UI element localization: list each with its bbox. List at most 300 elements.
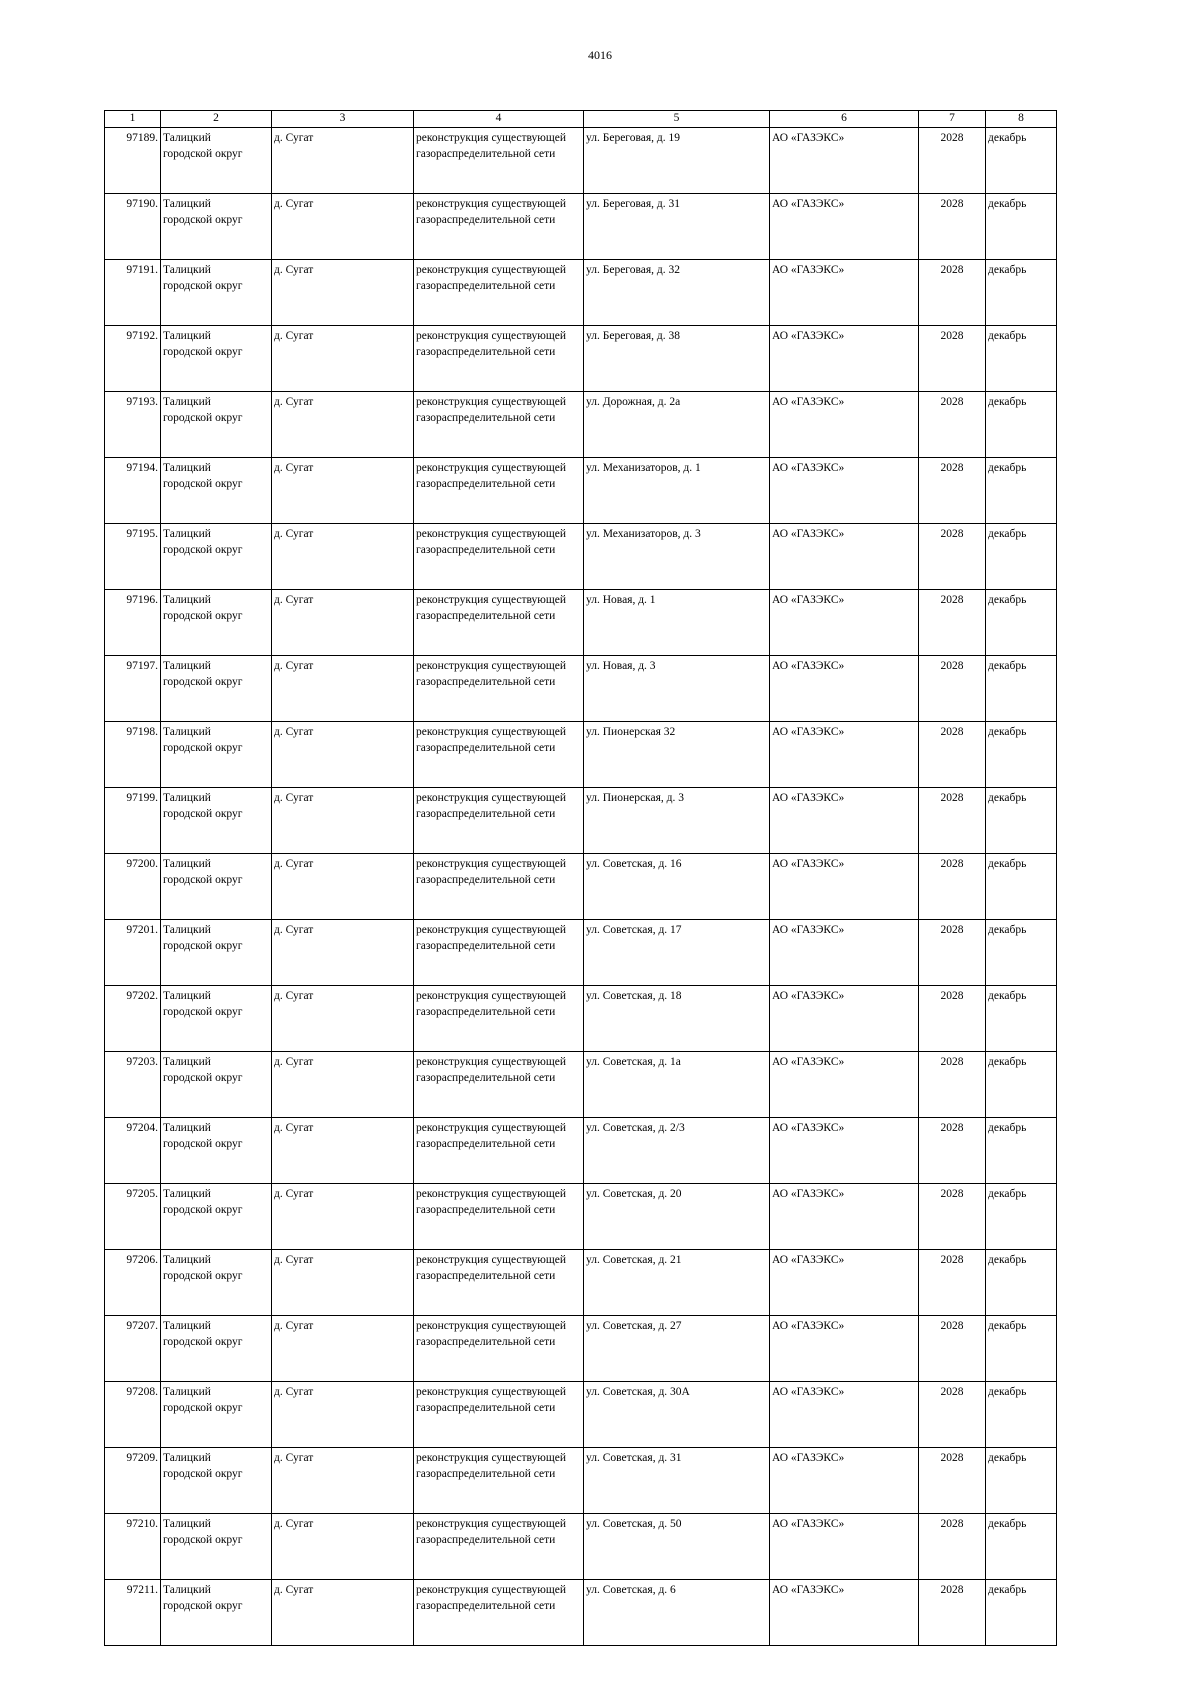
- row-number-cell-text: 97189.: [126, 132, 158, 144]
- row-number-cell: [105, 524, 161, 590]
- row-number-cell-text: 97195.: [126, 528, 158, 540]
- district-cell-text: Талицкий: [163, 1452, 211, 1464]
- table-row: [105, 194, 1057, 260]
- row-number-cell-text: 97210.: [126, 1518, 158, 1530]
- locality-cell: [272, 1382, 414, 1448]
- locality-cell-text: д. Сугат: [274, 1386, 314, 1398]
- month-cell-text: декабрь: [988, 1188, 1027, 1200]
- table-row: [105, 326, 1057, 392]
- row-number-cell-text: 97192.: [126, 330, 158, 342]
- row-number-cell-text: 97201.: [126, 924, 158, 936]
- locality-cell: [272, 128, 414, 194]
- work-type-cell-text: газораспределительной сети: [416, 940, 556, 952]
- locality-cell-text: д. Сугат: [274, 1188, 314, 1200]
- district-cell-text: Талицкий: [163, 1254, 211, 1266]
- address-cell-text: ул. Советская, д. 1а: [586, 1056, 681, 1068]
- organization-cell: [770, 1382, 919, 1448]
- work-type-cell-text: реконструкция существующей: [416, 726, 567, 738]
- year-cell-text: 2028: [940, 1386, 964, 1398]
- row-number-cell: [105, 194, 161, 260]
- row-number-cell: [105, 722, 161, 788]
- work-type-cell-text: газораспределительной сети: [416, 214, 556, 226]
- work-type-cell: [414, 1118, 584, 1184]
- locality-cell: [272, 656, 414, 722]
- district-cell-text: городской округ: [163, 1270, 243, 1282]
- month-cell-text: декабрь: [988, 1056, 1027, 1068]
- month-cell: [986, 1052, 1057, 1118]
- address-cell: [584, 986, 770, 1052]
- address-cell-text: ул. Новая, д. 1: [586, 594, 656, 606]
- year-cell: [919, 458, 986, 524]
- locality-cell-text: д. Сугат: [274, 462, 314, 474]
- work-type-cell-text: газораспределительной сети: [416, 676, 556, 688]
- work-type-cell-text: реконструкция существующей: [416, 1254, 567, 1266]
- district-cell: [161, 392, 272, 458]
- table-row: [105, 920, 1057, 986]
- row-number-cell: [105, 1184, 161, 1250]
- district-cell-text: городской округ: [163, 1006, 243, 1018]
- row-number-cell-text: 97208.: [126, 1386, 158, 1398]
- work-type-cell-text: газораспределительной сети: [416, 610, 556, 622]
- organization-cell: [770, 392, 919, 458]
- locality-cell: [272, 1118, 414, 1184]
- organization-cell-text: АО «ГАЗЭКС»: [772, 132, 845, 144]
- year-cell-text: 2028: [940, 396, 964, 408]
- organization-cell-text: АО «ГАЗЭКС»: [772, 1452, 845, 1464]
- row-number-cell-text: 97200.: [126, 858, 158, 870]
- year-cell-text: 2028: [940, 924, 964, 936]
- district-cell-text: Талицкий: [163, 726, 211, 738]
- year-cell: [919, 392, 986, 458]
- year-cell-text: 2028: [940, 132, 964, 144]
- page-number: 4016: [588, 48, 612, 62]
- work-type-cell: [414, 722, 584, 788]
- month-cell-text: декабрь: [988, 1518, 1027, 1530]
- year-cell: [919, 326, 986, 392]
- row-number-cell: [105, 458, 161, 524]
- row-number-cell: [105, 1448, 161, 1514]
- organization-cell: [770, 788, 919, 854]
- district-cell: [161, 920, 272, 986]
- district-cell-text: Талицкий: [163, 132, 211, 144]
- address-cell-text: ул. Советская, д. 20: [586, 1188, 682, 1200]
- locality-cell-text: д. Сугат: [274, 726, 314, 738]
- district-cell-text: городской округ: [163, 874, 243, 886]
- district-cell-text: городской округ: [163, 1534, 243, 1546]
- district-cell: [161, 1382, 272, 1448]
- district-cell-text: городской округ: [163, 676, 243, 688]
- organization-cell-text: АО «ГАЗЭКС»: [772, 924, 845, 936]
- month-cell-text: декабрь: [988, 1320, 1027, 1332]
- month-cell-text: декабрь: [988, 330, 1027, 342]
- organization-cell: [770, 326, 919, 392]
- year-cell: [919, 1316, 986, 1382]
- locality-cell-text: д. Сугат: [274, 330, 314, 342]
- year-cell-text: 2028: [940, 1122, 964, 1134]
- district-cell-text: Талицкий: [163, 1320, 211, 1332]
- month-cell-text: декабрь: [988, 1122, 1027, 1134]
- work-type-cell: [414, 1580, 584, 1646]
- month-cell-text: декабрь: [988, 990, 1027, 1002]
- work-type-cell: [414, 392, 584, 458]
- row-number-cell: [105, 788, 161, 854]
- column-header-7: 7: [919, 111, 986, 128]
- address-cell-text: ул. Пионерская, д. 3: [586, 792, 684, 804]
- address-cell: [584, 1052, 770, 1118]
- district-cell-text: Талицкий: [163, 990, 211, 1002]
- district-cell-text: городской округ: [163, 280, 243, 292]
- work-type-cell: [414, 854, 584, 920]
- district-cell: [161, 1580, 272, 1646]
- row-number-cell-text: 97190.: [126, 198, 158, 210]
- address-cell: [584, 194, 770, 260]
- work-type-cell-text: газораспределительной сети: [416, 1204, 556, 1216]
- work-type-cell-text: газораспределительной сети: [416, 1336, 556, 1348]
- year-cell-text: 2028: [940, 1320, 964, 1332]
- organization-cell-text: АО «ГАЗЭКС»: [772, 792, 845, 804]
- address-cell-text: ул. Механизаторов, д. 3: [586, 528, 701, 540]
- district-cell: [161, 1316, 272, 1382]
- locality-cell-text: д. Сугат: [274, 792, 314, 804]
- year-cell: [919, 1052, 986, 1118]
- district-cell: [161, 1448, 272, 1514]
- address-cell: [584, 722, 770, 788]
- month-cell: [986, 1382, 1057, 1448]
- organization-cell: [770, 722, 919, 788]
- month-cell: [986, 1580, 1057, 1646]
- organization-cell-text: АО «ГАЗЭКС»: [772, 396, 845, 408]
- district-cell-text: городской округ: [163, 544, 243, 556]
- table-row: [105, 260, 1057, 326]
- year-cell: [919, 722, 986, 788]
- district-cell-text: Талицкий: [163, 1056, 211, 1068]
- locality-cell-text: д. Сугат: [274, 594, 314, 606]
- row-number-cell: [105, 1052, 161, 1118]
- organization-cell-text: АО «ГАЗЭКС»: [772, 1386, 845, 1398]
- organization-cell: [770, 1448, 919, 1514]
- organization-cell-text: АО «ГАЗЭКС»: [772, 528, 845, 540]
- work-type-cell-text: газораспределительной сети: [416, 1534, 556, 1546]
- row-number-cell-text: 97209.: [126, 1452, 158, 1464]
- row-number-cell-text: 97193.: [126, 396, 158, 408]
- work-type-cell-text: газораспределительной сети: [416, 1138, 556, 1150]
- district-cell: [161, 854, 272, 920]
- row-number-cell: [105, 590, 161, 656]
- table-row: [105, 1382, 1057, 1448]
- work-type-cell-text: реконструкция существующей: [416, 396, 567, 408]
- month-cell-text: декабрь: [988, 792, 1027, 804]
- work-type-cell-text: реконструкция существующей: [416, 198, 567, 210]
- table-row: [105, 1514, 1057, 1580]
- column-header-5: 5: [584, 111, 770, 128]
- work-type-cell-text: реконструкция существующей: [416, 858, 567, 870]
- district-cell-text: городской округ: [163, 1336, 243, 1348]
- year-cell-text: 2028: [940, 858, 964, 870]
- district-cell: [161, 260, 272, 326]
- month-cell-text: декабрь: [988, 1584, 1027, 1596]
- work-type-cell-text: реконструкция существующей: [416, 1386, 567, 1398]
- address-cell-text: ул. Пионерская 32: [586, 726, 676, 738]
- organization-cell-text: АО «ГАЗЭКС»: [772, 462, 845, 474]
- work-type-cell-text: газораспределительной сети: [416, 148, 556, 160]
- district-cell-text: городской округ: [163, 1600, 243, 1612]
- district-cell-text: городской округ: [163, 214, 243, 226]
- locality-cell-text: д. Сугат: [274, 1320, 314, 1332]
- year-cell: [919, 128, 986, 194]
- locality-cell-text: д. Сугат: [274, 198, 314, 210]
- district-cell-text: городской округ: [163, 742, 243, 754]
- column-header-4: 4: [414, 111, 584, 128]
- work-type-cell-text: реконструкция существующей: [416, 660, 567, 672]
- address-cell-text: ул. Береговая, д. 19: [586, 132, 680, 144]
- district-cell-text: городской округ: [163, 1072, 243, 1084]
- address-cell: [584, 458, 770, 524]
- row-number-cell-text: 97196.: [126, 594, 158, 606]
- month-cell-text: декабрь: [988, 726, 1027, 738]
- table-row: [105, 128, 1057, 194]
- work-type-cell-text: газораспределительной сети: [416, 478, 556, 490]
- column-header-1: 1: [105, 111, 161, 128]
- month-cell-text: декабрь: [988, 462, 1027, 474]
- district-cell: [161, 1052, 272, 1118]
- month-cell: [986, 788, 1057, 854]
- address-cell-text: ул. Советская, д. 27: [586, 1320, 682, 1332]
- organization-cell-text: АО «ГАЗЭКС»: [772, 330, 845, 342]
- locality-cell-text: д. Сугат: [274, 858, 314, 870]
- month-cell-text: декабрь: [988, 1386, 1027, 1398]
- work-type-cell: [414, 260, 584, 326]
- row-number-cell-text: 97199.: [126, 792, 158, 804]
- organization-cell: [770, 986, 919, 1052]
- row-number-cell-text: 97204.: [126, 1122, 158, 1134]
- organization-cell: [770, 1316, 919, 1382]
- table-row: [105, 854, 1057, 920]
- organization-cell: [770, 1184, 919, 1250]
- locality-cell-text: д. Сугат: [274, 528, 314, 540]
- table-row: [105, 986, 1057, 1052]
- row-number-cell: [105, 920, 161, 986]
- row-number-cell: [105, 1118, 161, 1184]
- address-cell: [584, 524, 770, 590]
- column-header-3: 3: [272, 111, 414, 128]
- organization-cell-text: АО «ГАЗЭКС»: [772, 594, 845, 606]
- work-type-cell-text: газораспределительной сети: [416, 1006, 556, 1018]
- organization-cell-text: АО «ГАЗЭКС»: [772, 264, 845, 276]
- work-type-cell: [414, 1052, 584, 1118]
- month-cell: [986, 458, 1057, 524]
- district-cell-text: Талицкий: [163, 462, 211, 474]
- address-cell: [584, 920, 770, 986]
- organization-cell-text: АО «ГАЗЭКС»: [772, 1188, 845, 1200]
- month-cell: [986, 1316, 1057, 1382]
- address-cell: [584, 1382, 770, 1448]
- table-row: [105, 722, 1057, 788]
- work-type-cell: [414, 920, 584, 986]
- address-cell: [584, 1118, 770, 1184]
- address-cell: [584, 656, 770, 722]
- address-cell-text: ул. Советская, д. 2/3: [586, 1122, 685, 1134]
- address-cell-text: ул. Советская, д. 18: [586, 990, 682, 1002]
- table-row: [105, 788, 1057, 854]
- table-row: [105, 1316, 1057, 1382]
- locality-cell: [272, 524, 414, 590]
- locality-cell: [272, 722, 414, 788]
- year-cell: [919, 524, 986, 590]
- organization-cell-text: АО «ГАЗЭКС»: [772, 660, 845, 672]
- table-row: [105, 392, 1057, 458]
- organization-cell-text: АО «ГАЗЭКС»: [772, 1584, 845, 1596]
- locality-cell-text: д. Сугат: [274, 1056, 314, 1068]
- table-row: [105, 1448, 1057, 1514]
- organization-cell: [770, 854, 919, 920]
- row-number-cell: [105, 1382, 161, 1448]
- locality-cell: [272, 458, 414, 524]
- locality-cell-text: д. Сугат: [274, 1254, 314, 1266]
- month-cell-text: декабрь: [988, 924, 1027, 936]
- district-cell-text: городской округ: [163, 1204, 243, 1216]
- locality-cell-text: д. Сугат: [274, 1452, 314, 1464]
- column-header-2: 2: [161, 111, 272, 128]
- header-row: [105, 111, 1057, 128]
- table-body: [105, 128, 1057, 1646]
- organization-cell-text: АО «ГАЗЭКС»: [772, 1122, 845, 1134]
- month-cell-text: декабрь: [988, 264, 1027, 276]
- work-type-cell-text: реконструкция существующей: [416, 1452, 567, 1464]
- year-cell: [919, 788, 986, 854]
- month-cell: [986, 1250, 1057, 1316]
- column-header-6: 6: [770, 111, 919, 128]
- district-cell-text: городской округ: [163, 1468, 243, 1480]
- address-cell-text: ул. Советская, д. 21: [586, 1254, 682, 1266]
- month-cell: [986, 128, 1057, 194]
- address-cell: [584, 260, 770, 326]
- address-cell: [584, 392, 770, 458]
- address-cell: [584, 326, 770, 392]
- organization-cell: [770, 524, 919, 590]
- year-cell: [919, 1118, 986, 1184]
- organization-cell: [770, 1514, 919, 1580]
- locality-cell: [272, 590, 414, 656]
- year-cell: [919, 1382, 986, 1448]
- address-cell-text: ул. Береговая, д. 31: [586, 198, 680, 210]
- address-cell-text: ул. Советская, д. 17: [586, 924, 682, 936]
- work-type-cell-text: реконструкция существующей: [416, 594, 567, 606]
- year-cell-text: 2028: [940, 594, 964, 606]
- district-cell-text: городской округ: [163, 610, 243, 622]
- work-type-cell-text: реконструкция существующей: [416, 528, 567, 540]
- table-row: [105, 1580, 1057, 1646]
- year-cell-text: 2028: [940, 1056, 964, 1068]
- district-cell: [161, 590, 272, 656]
- row-number-cell: [105, 1250, 161, 1316]
- work-type-cell-text: реконструкция существующей: [416, 1518, 567, 1530]
- table-row: [105, 524, 1057, 590]
- year-cell-text: 2028: [940, 462, 964, 474]
- work-type-cell-text: газораспределительной сети: [416, 346, 556, 358]
- month-cell-text: декабрь: [988, 1254, 1027, 1266]
- locality-cell-text: д. Сугат: [274, 132, 314, 144]
- locality-cell: [272, 326, 414, 392]
- district-cell-text: Талицкий: [163, 264, 211, 276]
- locality-cell-text: д. Сугат: [274, 1122, 314, 1134]
- district-cell-text: городской округ: [163, 1138, 243, 1150]
- district-cell-text: Талицкий: [163, 1122, 211, 1134]
- work-type-cell-text: газораспределительной сети: [416, 280, 556, 292]
- row-number-cell-text: 97197.: [126, 660, 158, 672]
- month-cell-text: декабрь: [988, 396, 1027, 408]
- row-number-cell-text: 97194.: [126, 462, 158, 474]
- organization-cell: [770, 590, 919, 656]
- row-number-cell: [105, 1580, 161, 1646]
- address-cell: [584, 1250, 770, 1316]
- address-cell-text: ул. Советская, д. 31: [586, 1452, 682, 1464]
- district-cell-text: Талицкий: [163, 792, 211, 804]
- address-cell: [584, 1514, 770, 1580]
- year-cell: [919, 920, 986, 986]
- year-cell: [919, 1448, 986, 1514]
- month-cell: [986, 656, 1057, 722]
- work-type-cell: [414, 1448, 584, 1514]
- organization-cell-text: АО «ГАЗЭКС»: [772, 1254, 845, 1266]
- year-cell-text: 2028: [940, 660, 964, 672]
- organization-cell-text: АО «ГАЗЭКС»: [772, 858, 845, 870]
- work-type-cell-text: газораспределительной сети: [416, 1072, 556, 1084]
- address-cell: [584, 788, 770, 854]
- district-cell-text: Талицкий: [163, 1518, 211, 1530]
- year-cell: [919, 986, 986, 1052]
- work-type-cell-text: газораспределительной сети: [416, 808, 556, 820]
- work-type-cell: [414, 656, 584, 722]
- district-cell: [161, 194, 272, 260]
- locality-cell: [272, 1448, 414, 1514]
- year-cell: [919, 260, 986, 326]
- month-cell: [986, 1448, 1057, 1514]
- year-cell: [919, 854, 986, 920]
- address-cell: [584, 1184, 770, 1250]
- row-number-cell-text: 97207.: [126, 1320, 158, 1332]
- locality-cell: [272, 788, 414, 854]
- address-cell: [584, 128, 770, 194]
- month-cell: [986, 1118, 1057, 1184]
- month-cell: [986, 326, 1057, 392]
- work-type-cell-text: реконструкция существующей: [416, 1122, 567, 1134]
- month-cell-text: декабрь: [988, 198, 1027, 210]
- locality-cell: [272, 1316, 414, 1382]
- work-type-cell-text: реконструкция существующей: [416, 924, 567, 936]
- year-cell-text: 2028: [940, 1254, 964, 1266]
- month-cell-text: декабрь: [988, 1452, 1027, 1464]
- district-cell-text: Талицкий: [163, 330, 211, 342]
- table-row: [105, 590, 1057, 656]
- work-type-cell-text: реконструкция существующей: [416, 792, 567, 804]
- district-cell-text: городской округ: [163, 940, 243, 952]
- year-cell-text: 2028: [940, 1518, 964, 1530]
- year-cell: [919, 590, 986, 656]
- work-type-cell-text: реконструкция существующей: [416, 132, 567, 144]
- work-type-cell: [414, 1184, 584, 1250]
- column-header-8: 8: [986, 111, 1057, 128]
- locality-cell: [272, 1052, 414, 1118]
- district-cell: [161, 788, 272, 854]
- row-number-cell: [105, 128, 161, 194]
- district-cell: [161, 458, 272, 524]
- year-cell-text: 2028: [940, 1584, 964, 1596]
- address-cell-text: ул. Дорожная, д. 2а: [586, 396, 681, 408]
- month-cell: [986, 854, 1057, 920]
- work-type-cell: [414, 590, 584, 656]
- work-type-cell-text: реконструкция существующей: [416, 1584, 567, 1596]
- locality-cell-text: д. Сугат: [274, 990, 314, 1002]
